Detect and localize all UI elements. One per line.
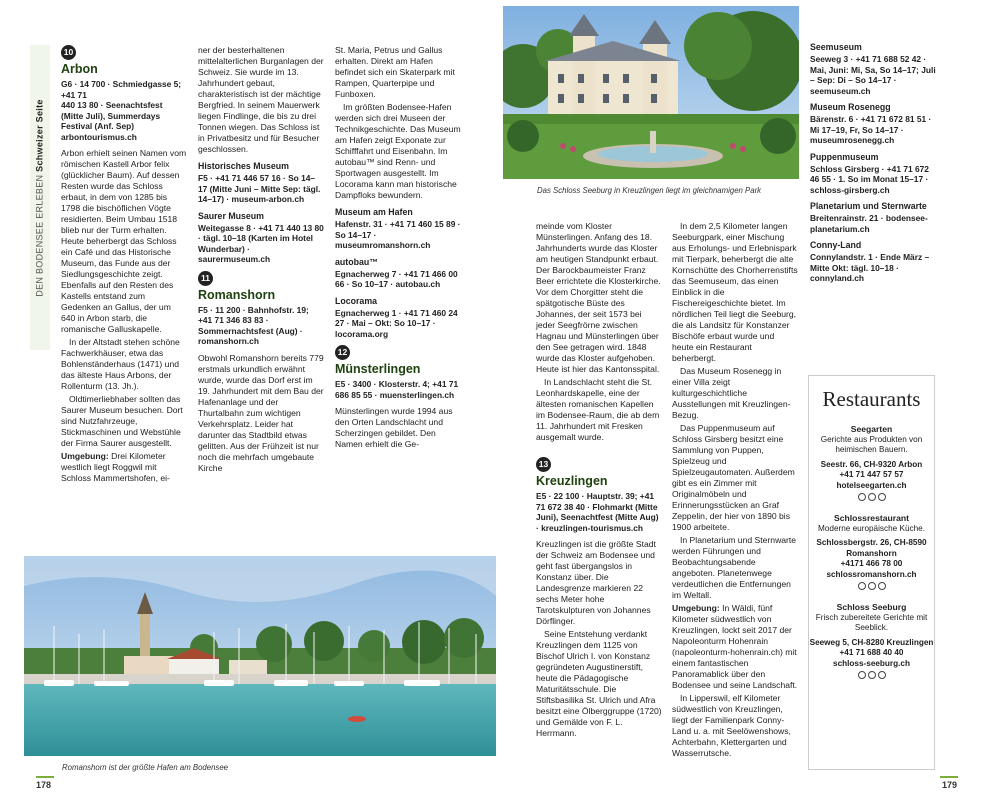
entry-title-arbon: Arbon [61, 62, 98, 76]
poi-info-conny-land: Connylandstr. 1 · Ende März – Mitte Okt: tägl. 10–18 · connyland.ch [810, 252, 930, 283]
right-column-2: In dem 2,5 Kilometer langen Seeburgpark, einer Mischung aus Erholungs- und Erlebnispark mit Tierpark, beherbergt die alte Kornschütte des Chorherrenstifts das Seemuseum, das einen Einblick in die Fischereigeschichte bietet. Im nördlichen Teil liegt die Seeburg, die als Landsitz für Konstanzer Bischöfe erbaut wurde und heute ein Restaurant beherbergt. Das Museum Rosenegg in einer Villa zeigt kulturgeschichtliche Ausstellungen mit Kreuzlingen-Bezug. Das Puppenmuseum auf Schloss Girsberg besitzt eine Sammlung von Puppen, Spielzeug und Spielzeugautomaten. Außerdem gibt es ein Zimmer mit Originalmöbeln und Erinnerungsstücken an Graf Zeppelin, der hier von 1890 bis 1900 arbeitete. In Planetarium und Sternwarte werden Führungen und Beobachtungsabende angeboten. Planetenwege verdeutlichen die Entfernungen im Weltall. Umgebung: In Wäldi, fünf Kilometer südwestlich von Kreuzlingen, lockt seit 2017 der Napoleonturm Hohenrain (napoleonturm-hohenrain.ch) mit einem fantastischen Panoramablick über den Bodensee und seine Landschaft. In Lipperswil, elf Kilometer südwestlich von Kreuzlingen, liegt der Familienpark Conny-Land u. a. mit Seelöwenshows, Achterbahn, Klettergarten und Wasserrutsche. [672, 221, 798, 758]
poi-title-historisches-museum: Historisches Museum [198, 161, 289, 171]
right-page [496, 0, 992, 793]
right-column-1 [536, 221, 662, 741]
poi-title-saurer-museum: Saurer Museum [198, 210, 264, 221]
side-label-prefix: DEN BODENSEE ERLEBEN [34, 174, 45, 297]
seeburg-photo-caption: Das Schloss Seeburg in Kreuzlingen liegt im gleichnamigen Park [537, 186, 762, 195]
arbon-info: G6 · 14 700 · Schmiedgasse 5; +41 71 440 13 80 · Seenachtsfest (Mitte Juli), Summerdays Festival (Anf. Sep) arbontourismus.ch [61, 79, 187, 142]
romanshorn-museums-text: Im größten Bodensee-Hafen werden sich drei Museen der Technikgeschichte. Das Museum am Hafen zeigt Exponate zur Schifffahrt und Eisenbahn. Im autobau™ sind Renn- und Sportwagen ausgestellt. Im Locorama kann man historische Dampfloks bewundern. [335, 102, 461, 200]
poi-info-planetarium: Breitenrainstr. 21 · bodensee-planetarium.ch [810, 213, 928, 234]
page-number-bar [36, 776, 54, 778]
romanshorn-harbour-photo [24, 556, 496, 756]
puppenmuseum-text: Das Puppenmuseum auf Schloss Girsberg besitzt eine Sammlung von Puppen, Spielzeug und Spielzeugautomaten. Außerdem gibt es ein Zimmer mit Originalmöbeln und Erinnerungsstücken an Graf Zeppelin, der hier von 1890 bis 1900 arbeitete. [672, 423, 795, 532]
price-rating-icon [809, 671, 934, 679]
poi-title-museum-rosenegg: Museum Rosenegg [810, 102, 891, 112]
left-column-3 [335, 45, 461, 452]
right-column-3 [810, 42, 936, 290]
side-label-main: Schweizer Seite [34, 98, 45, 172]
restaurants-box [808, 375, 935, 770]
page-number-right: 179 [942, 780, 958, 790]
poi-info-locorama: Egnacherweg 1 · +41 71 460 24 27 · Mai – Okt: So 10–17 · locorama.org [335, 307, 458, 339]
entry-title-kreuzlingen: Kreuzlingen [536, 474, 608, 488]
romanshorn-text: Obwohl Romanshorn bereits 779 erstmals urkundlich erwähnt wurde, wurde das Dorf erst im 19. Jahrhundert mit dem Bau der Hafenanlage und der Thurtalbahn zum wichtigen Verkehrsplatz. Leider hat darunter das Stadtbild etwas gelitten. Aus der Frühzeit ist nur noch die mehrfach umgebaute Kirche [198, 352, 324, 473]
poi-title-locorama: Locorama [335, 295, 378, 306]
poi-info-museum-rosenegg: Bärenstr. 6 · +41 71 672 81 51 · Mi 17–19, Fr, So 14–17 · museumrosenegg.ch [810, 114, 932, 145]
poi-info-autobau: Egnacherweg 7 · +41 71 466 00 66 · So 10–17 · autobau.ch [335, 268, 458, 289]
arbon-text: Arbon erhielt seinen Namen vom römischen Kastell Arbor felix (glücklicher Baum). Auf dessen Resten wurde das Schloss erbaut, in dem von 1285 bis 1798 die bischöflichen Vögte residierten. Beim Umbau 1518 blieb nur der Turm erhalten. Heute beherbergt das Schloss ein Café und das Historische Museum, das Funde aus der Siedlungsgeschichte zeigt. Ebenfalls auf den Resten des Kastells entstand zum Gedenken an Gallus, der um 640 in Arbon starb, die romanische Galluskapelle. In der Altstadt stehen schöne Fachwerkhäuser, etwa das Bohlenständerhaus (1471) und das älteste Haus Arbons, der Rollenturm (13. Jh.). Oldtimerliebhaber sollten das Saurer Museum besuchen. Dort sind Nutzfahrzeuge, Stickmaschinen und Webstühle der Firma Saurer ausgestellt. Umgebung: Drei Kilometer westlich liegt Roggwil mit Schloss Mammertshofen, ei- [61, 148, 187, 483]
connyland-text: In Lipperswil, elf Kilometer südwestlich von Kreuzlingen, liegt der Familienpark Conny-Land u. a. mit Seelöwenshows, Achterbahn, Klettergarten und Wasserrutsche. [672, 693, 791, 758]
arbon-text-cont: ner der besterhaltenen mittelalterlichen Burganlagen der Schweiz. Sie wurde im 13. Jahrhundert gebaut, charakteristisch ist der mächtige Bergfried. In seinem Mauerwerk liegen Findlinge, die bis zu drei Tonnen wiegen. Das Schloss ist in Privatbesitz und für Besucher geschlossen. [198, 45, 324, 154]
entry-title-romanshorn: Romanshorn [198, 287, 276, 302]
poi-title-planetarium: Planetarium und Sternwarte [810, 201, 927, 211]
poi-info-seemuseum: Seeweg 3 · +41 71 688 52 42 · Mai, Juni: Mi, Sa, So 14–17; Juli – Sep: Di – So 14–17 · seemuseum.ch [810, 54, 936, 96]
poi-title-puppenmuseum: Puppenmuseum [810, 151, 879, 162]
poi-title-museum-am-hafen: Museum am Hafen [335, 207, 413, 217]
poi-info-museum-am-hafen: Hafenstr. 31 · +41 71 460 15 89 · So 14–17 · museumromanshorn.ch [335, 219, 461, 250]
restaurant-item: Schlossrestaurant Moderne europäische Küche. Schlossbergstr. 26, CH-8590 Romanshorn +4171 466 78 00 schlossromanshorn.ch [809, 513, 934, 590]
kreuzlingen-text-1: Kreuzlingen ist die größte Stadt der Schweiz am Bodensee und geht fast übergangslos in Konstanz über. Die Landesgrenze markieren 22 sechs Meter hohe Tarotskulpturen von Johannes Dörflinger. [536, 539, 656, 626]
poi-title-conny-land: Conny-Land [810, 240, 862, 250]
entry-number-badge: 13 [536, 457, 551, 472]
romanshorn-photo-caption: Romanshorn ist der größte Hafen am Bodensee [62, 763, 228, 772]
left-column-2 [198, 45, 324, 476]
restaurant-item: Schloss Seeburg Frisch zubereitete Gerichte mit Seeblick. Seeweg 5, CH-8280 Kreuzlingen +41 71 688 40 40 schloss-seeburg.ch [809, 602, 934, 679]
entry-number-badge: 10 [61, 45, 76, 60]
restaurant-website-link[interactable]: schlossromanshorn.ch [826, 569, 917, 579]
kreuzlingen-text-2: Seine Entstehung verdankt Kreuzlingen dem 1125 von Bischof Ulrich I. von Konstanz gegründeten Augustinerstift, heute die Pädagogische Maturitätsschule. Die Stiftsbasilika St. Ulrich und Afra besitzt eine Ölberggruppe (1720) und Gemälde von F. L. Herrmann. [536, 629, 662, 738]
price-rating-icon [809, 582, 934, 590]
muensterlingen-text: Münsterlingen wurde 1994 aus den Orten Landschlacht und Scherzingen gebildet. Den Namen erhielt die Ge- [335, 406, 453, 449]
poi-title-seemuseum: Seemuseum [810, 42, 862, 52]
planetarium-text: In Planetarium und Sternwarte werden Führungen und Beobachtungsabende angeboten. Planetenwege verdeutlichen die Entfernungen im Weltall. [672, 535, 797, 600]
page-number-left: 178 [36, 780, 52, 790]
entry-number-badge: 11 [198, 271, 213, 286]
muensterlingen-info: E5 · 3400 · Klosterstr. 4; +41 71 686 85 55 · muensterlingen.ch [335, 379, 459, 400]
romanshorn-text-cont: St. Maria, Petrus und Gallus erhalten. Direkt am Hafen befindet sich ein Skaterpark mit Rampen, Quarterpipe und Funboxen. [335, 45, 455, 99]
poi-info-historisches-museum: F5 · +41 71 446 57 16 · So 14–17 (Mitte Juni – Mitte Sep: tägl. 14–17) · museum-arbon.ch [198, 173, 321, 204]
landschlacht-text: In Landschlacht steht die St. Leonhardskapelle, eine der ältesten romanischen Kapellen im Bodensee-Raum, die ab dem 11. Jahrhundert mit Fresken ausgemalt wurde. [536, 377, 660, 442]
page-number-bar [940, 776, 958, 778]
entry-number-badge: 12 [335, 345, 350, 360]
restaurant-website-link[interactable]: hotelseegarten.ch [836, 480, 907, 490]
entry-title-muensterlingen: Münsterlingen [335, 362, 421, 376]
poi-info-saurer-museum: Weitegasse 8 · +41 71 440 13 80 · tägl. 10–18 (Karten im Hotel Wunderbar) · saurermuseum.ch [198, 222, 324, 264]
schloss-seeburg-photo [503, 6, 799, 179]
poi-info-puppenmuseum: Schloss Girsberg · +41 71 672 46 55 · 1. So im Monat 15–17 · schloss-girsberg.ch [810, 163, 929, 195]
restaurants-title: Restaurants [822, 387, 921, 411]
arbon-website-link[interactable]: arbontourismus.ch [61, 131, 137, 142]
left-column-1 [61, 45, 187, 486]
restaurant-website-link[interactable]: schloss-seeburg.ch [833, 658, 910, 668]
poi-title-autobau: autobau™ [335, 256, 379, 267]
restaurant-item: Seegarten Gerichte aus Produkten von heimischen Bauern. Seestr. 66, CH-9320 Arbon +41 71 447 57 57 hotelseegarten.ch [809, 424, 934, 501]
kreuzlingen-info: E5 · 22 100 · Hauptstr. 39; +41 71 672 38 40 · Flohmarkt (Mitte Juni), Seenachtfest (Mitte Aug) · kreuzlingen-tourismus.ch [536, 491, 659, 533]
rosenegg-text: Das Museum Rosenegg in einer Villa zeigt kulturgeschichtliche Ausstellungen mit Kreuzlingen-Bezug. [672, 366, 791, 420]
romanshorn-info: F5 · 11 200 · Bahnhofstr. 19; +41 71 346 83 83 · Sommernachtsfest (Aug) · romanshorn.ch [198, 304, 309, 346]
price-rating-icon [809, 493, 934, 501]
muensterlingen-text-cont: meinde vom Kloster Münsterlingen. Anfang des 18. Jahrhunderts wurde das Kloster am heutigen Standpunkt erbaut. Der Barockbaumeister Franz Beer errichtete die Klosterkirche. Vor dem Chorgitter steht die spätgotische Büste des Johannes, der seit 1573 bei jeder Seegfrörne zwischen Hagnau und Münsterlingen über den See getragen wird. 1848 wurde das Kloster aufgehoben. Heute ist hier das Kantonsspital. [536, 221, 661, 374]
seeburgpark-text: In dem 2,5 Kilometer langen Seeburgpark, einer Mischung aus Erholungs- und Erlebnispark mit Tierpark, beherbergt die alte Kornschütte des Chorherrenstifts das Seemuseum, das einen Einblick in die Fischereigeschichte bietet. Im nördlichen Teil liegt die Seeburg, die als Landsitz für Konstanzer Bischöfe erbaut wurde und heute ein Restaurant beherbergt. [672, 221, 798, 363]
side-section-label [30, 45, 50, 350]
